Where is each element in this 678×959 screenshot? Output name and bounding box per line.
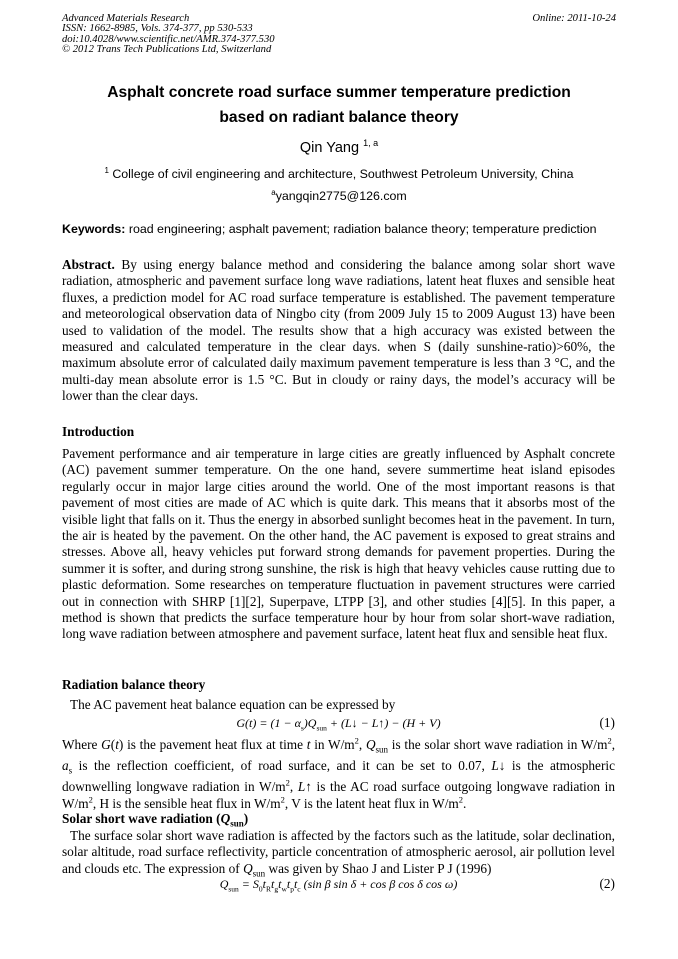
title-line-2: based on radiant balance theory <box>219 109 459 126</box>
equation-1-number: (1) <box>599 715 615 730</box>
section-heading-introduction: Introduction <box>62 424 135 439</box>
online-date: Online: 2011-10-24 <box>532 13 616 24</box>
journal-header <box>62 14 275 56</box>
solar-text: The surface solar short wave radiation is affected by the factors such as the latitude, solar declination, solar altitude, road surface reflectivity, particle concentration of atmospheric aerosol, air pollution level and clouds etc. The expression of $Q_{sun}$ was given by Shao J and Lister P J (1996) <box>62 828 615 879</box>
affiliation-block <box>0 163 678 207</box>
radiation-where-text: Where G(t) is the pavement heat flux at time t in $W/m^2$, $Q_{sun}$ is the solar short wave radiation in $W/m^2$, $a_s$ is the reflection coefficient, of road surface, and it can be set to 0.07, L↓ is the atmospheric downwelling longwave radiation in $W/m^2$, L↑ is the AC road surface outgoing longwave radiation in $W/m^2$, H is the sensible heat flux in $W/m^2$, V is the latent heat flux in $W/m^2$. <box>62 735 616 811</box>
author-email: $^a$yangqin2775@126.com <box>271 188 407 203</box>
section-heading-radiation-balance: Radiation balance theory <box>62 677 206 692</box>
abstract-text: By using energy balance method and considering the balance among solar short wave radiation, atmospheric and pavement surface long wave radiations, latent heat fluxes and sensible heat fluxes, a prediction model for AC road surface temperature is established. The pavement temperature and meteorological observation data of Ningbo city (from 2009 July 15 to 2009 August 13) have been used to validation of the model. The results show that a high accuracy was existed between the measured and calculated temperature in the clear days. when S (daily sunshine-ratio)>60%, the maximum absolute error of calculated daily maximum pavement temperature is less than 3 °C, and the multi-day mean absolute error is 1.5 °C. But in cloudy or rainy days, the model’s accuracy will be lower than the clear days. <box>62 257 615 404</box>
author-name: Qin Yang <box>299 140 360 156</box>
title-line-1: Asphalt concrete road surface summer temperature prediction <box>107 84 571 101</box>
paper-title <box>0 80 678 130</box>
equation-2-number: (2) <box>599 876 615 891</box>
doi-line: doi:10.4028/www.scientific.net/AMR.374-377.530 <box>62 33 275 45</box>
issn-line: ISSN: 1662-8985, Vols. 374-377, pp 530-533 <box>62 23 253 35</box>
copyright-line: © 2012 Trans Tech Publications Ltd, Switzerland <box>62 44 272 56</box>
affiliation: $^1$ College of civil engineering and architecture, Southwest Petroleum University, China <box>104 166 574 181</box>
introduction-text: Pavement performance and air temperature in large cities are greatly influenced by Asphalt concrete (AC) pavement summer temperature. On the one hand, severe summertime heat island episodes regularly occur in major large cities around the world. One of the most important reasons is that pavement of most cities are made of AC which is quite dark. This means that it absorbs most of the visible light that falls on it. Thus the energy in absorbed sunlight becomes heat in the pavement. In turn, the air is heated by the pavement. On the other hand, the AC pavement is exposed to great strains and stresses. Above all, heavy vehicles put forward strong demands for pavement properties. During the summer it is softer, and during strong sunshine, the risk is high that heavy vehicles cause rutting due to plastic deformation. Some researches on temperature fluctuation in pavement structures were carried out in connection with SHRP [1][2], Superpave, LTPP [3], and other studies [4][5]. In this paper, a method is shown that predicts the surface temperature hour by hour from solar short-wave radiation, long wave radiation between atmosphere and pavement surface, latent heat flux and sensible heat flux. <box>62 446 615 642</box>
author-line <box>0 139 678 157</box>
section-heading-solar-short-wave: Solar short wave radiation $(Q_{sun})$ <box>62 811 249 829</box>
keywords <box>62 221 622 237</box>
radiation-intro: The AC pavement heat balance equation can be expressed by <box>70 697 396 712</box>
abstract <box>62 257 615 405</box>
equation-1-expression: $G(t) = (1 - \alpha_s)Q_{sun}$ + (L↓ − L↑) − (H + V) <box>236 716 441 733</box>
keywords-label: Keywords: <box>62 222 126 236</box>
keywords-text: road engineering; asphalt pavement; radiation balance theory; temperature prediction <box>128 222 597 236</box>
equation-2-expression: $Q_{sun} = S_0t_Rt_gt_wt_pt_c$ (sin β sin δ + cos β cos δ cos ω) <box>219 877 458 894</box>
abstract-label: Abstract. <box>62 257 115 272</box>
journal-name: Advanced Materials Research <box>62 13 190 24</box>
author-superscript: 1, a <box>363 138 379 148</box>
